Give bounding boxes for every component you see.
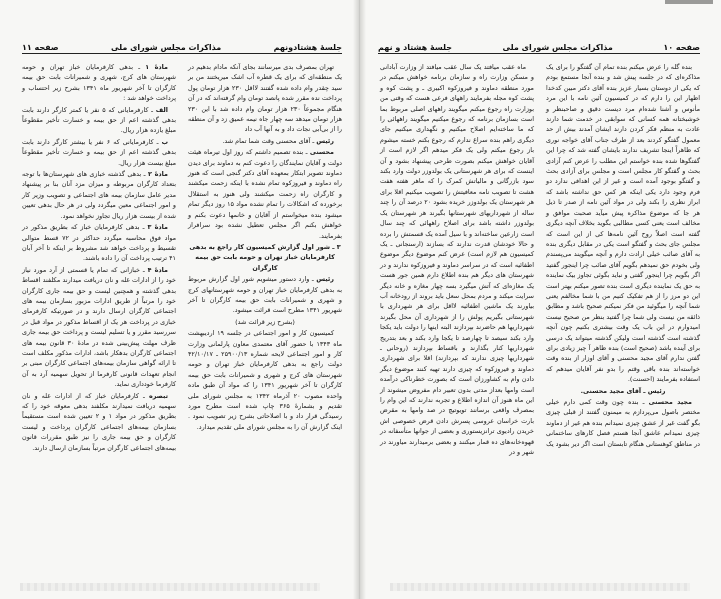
paragraph-text: ـ بدهی کارفرمایان خباز تهران و حومه شهرستان های کرج، شهری و شمیرانات بابت حق بیمه کارگران تا آخر شهریور ماه ۱۳۴۱ بشرح زیر احتساب و پرداخت خواهد شد : xyxy=(22,63,176,103)
paragraph-text: ماه عقب میافتد یک سال عقب میافتد از وزارت آبادانی و مسکن وزارت راه و سازمان برنامه خواهش میکنم در مورد منطقه دماوند و فیروزکوه اکبیری ـ و پشت کوه و پشت کوه مجله بفرمایند راههای فرعی هست که وقتی من بوزارت راه رجوع میکنم میگویند راههای اصلی مربوط بما است بسازمان برنامه که رجوع میکنیم میگویند راههائی را که ما ساخته‌ایم اصلاح میکنیم و نگهداری میکنیم جای دیگری راهم بنده سراغ ندارم که رجوع بکنم خسته میشوم باز رجوع میکنم ولی یک فکر میدهم اگر لازم است از آقایان خواهش میکنم بصورت طرحی پیشنهاد بشود و آن اینست که برای هر شهرستانی یک بولدوزر دولت وارد بکند سود بازرگانی و مالیاتش کمرک را که ماهر هفته هفت هشت تا تصویب نامه معافیتش را تصویب میکنیم اقلا برای هر شهرستان یک بولدوزر خریده بشود ۲۰ درصد آن را چند ساله از شهرداریهای شهرستانها بگیرند هر شهرستان یک بولدوزر داشته باشد برای اصلاح راههائی که چند سال است زارعین ساخته‌اند و با سیل آمده یک قسمتش را برده و حالا خودشان قدرت ندارند که بسازند (ارسنجانی ـ یک کمیسیون هم لازم است) عرض کنم موضوع دیگر موضوع اطفائیه است که در سراسر دماوند و فیروزکوه ندارند و در شهرستان های دیگر هم بنده اطلاع دارم همین جور هست یک مغازه‌ای که آتش میگیرد بسه چهار مغازه و خانه دیگر سرایت میکند و مردم بمحل سعل باید بروند از رودخانه آب بیاورند یک ماشین اطفائیه لااقل برای هر شهرداری با شهرستانی بگیریم پولش را از شهرداری آن محل بگیرند شهرداریها هم حاضرند بپردازند البته اینها را دولت باید یکجا وارد بکند سیصد تا چهارصد تا یکجا وارد بکند و بعد بتدریج شهرداریها کنار بگذارند و باقساط بپردازند (روحانی ـ شهرداریها چیزی ندارند که بپردازند) اقلا برای شهرداری دماوند و فیروزکوه که چیزی دارند تهیه کنند موضوع دیگر دادن وام به کشاورزان است که بصورت خطرناکی درآمده است وامها بعداز مدتی بدون تعبیر دام مفروض میشوند از این ماه هنوز آن اندازه اطلاع و تجربه ندارند که این وام را بمصرف واقعی برسانند تویوتیچ در صد وامها به مقرض بارت خراسان عروسی پسرش دادن قرض خصوصی اش خریدن رادیوی ترانزیستوری و بعضی از جوانها متأسفانه در قهوه‌خانه‌های ده قمار میکنند و بعضی برمیدارند میاورند در شهر و در xyxy=(380,63,534,457)
paragraph-lead: مادهٔ ۲ xyxy=(148,170,168,179)
paragraph xyxy=(546,397,700,449)
journal-title: مذاکرات مجلس شورای ملی xyxy=(111,43,222,52)
page-11 xyxy=(0,0,360,599)
paragraph-lead: محسنی xyxy=(309,148,334,157)
paragraph-text: ـ کارفرمایان خباز که از ادارات غله و نان سهمیه دریافت نمیدارند مکلفند بدهی معوقه خود را که بطریق مذکور در مواد ۱ و ۲ تعیین شده است مستقیماً بسازمان بیمه‌های اجتماعی کارگران پرداخت و لیست کارگران و حق بیمه جاری را نیز طبق مقررات قانون بیمه‌های اجتماعی کارگران مرتباً بسازمان ارسال دارند. xyxy=(22,391,176,452)
paragraph xyxy=(188,147,342,241)
paragraph-text: ـ بنده چون وقت کمی دارم خیلی مختصر باصول می‌پردازم به میمنون گفتند از قبلی چیزی بگو گفت غیر از عشق چیزی نمیدانم بنده هم غیر از دماوند چیزی نمیدانم عاشق آنجا هستم فصل کارهای ساختمانی در مناطق کوهستانی هنگام تابستان است اگر دیر بشود یک xyxy=(546,398,700,448)
paragraph-text: تهران بمصرف بدی میرسانند بجای آنکه مادام بدهیم در یک منطقه‌ای که برای یک قطره آب اشک میریختند من بر سید چقدر وام داده شده گفتند لااقل ۲۳۰ هزار تومان پول پرداخت نده مقرر شده پانصد تومان وام گرفته‌اند که در آن هنگام مجموعاً ۲۳۰ هزار تومان وام داده شد با این ۲۳۰ هزار تومان میدهد سه چهار جاه نیمه عمیق زد و آن منطقه را از بی‌آبی نجات داد و به آنها آب داد xyxy=(188,63,342,134)
paragraph xyxy=(188,274,342,316)
paragraph xyxy=(22,222,176,264)
page-10 xyxy=(360,0,721,599)
gutter-shadow xyxy=(353,0,359,599)
session-label: جلسهٔ هشتادونهم xyxy=(273,43,342,52)
column-left xyxy=(380,62,534,458)
paragraph xyxy=(380,62,534,457)
session-label: جلسهٔ هشتاد و نهم xyxy=(378,43,452,52)
paragraph-lead: رئیس xyxy=(316,136,334,145)
paragraph-lead: رئیس xyxy=(316,275,334,284)
running-head-right-page xyxy=(378,38,700,54)
paragraph xyxy=(22,62,176,104)
paragraph-lead: ب xyxy=(161,137,168,146)
speaker-line: رئیس ـ آقای مجید محسنی. xyxy=(580,386,666,395)
journal-title: مذاکرات مجلس شورای ملی xyxy=(502,43,613,52)
scan-edge-mark xyxy=(665,0,713,4)
paragraph xyxy=(546,62,700,385)
column-left xyxy=(22,62,176,454)
paragraph-text: ـ بنده تصمیم داشتم که روز اول تیرماه هیئت دولت و آقایان نمایندگان را دعوت کنم به دماوند برای دیدن دماوند تصویر ابتکار بمعهده آقای دکتر گنجی است که هنوز راه دماوند و فیروزکوه تمام نشده با اینکه زحمت میکشند و کارگران راه زحمت میکشند ولی هنوز به استقلال برخورده که اشکالات را تمام نشده مواد ۱۵ روز دیگر تمام میشود بنده میخواستم از آقایان و خانمها دعوت بکنم و خواهش بکنم اگر مجلس تعطیل نشده بود سرافراز بفرمایند. xyxy=(188,148,342,240)
paragraph-lead: مجید محسنی xyxy=(648,398,692,406)
paragraph xyxy=(22,137,176,168)
gutter-shadow xyxy=(360,0,366,599)
text-columns xyxy=(378,62,700,458)
column-right xyxy=(188,62,342,454)
paragraph-lead: مادهٔ ۱ xyxy=(145,63,168,71)
paragraph xyxy=(188,136,342,146)
paragraph xyxy=(22,265,176,390)
paragraph-text: ـ بدهی کارفرمایان خباز که بطریق مذکور در مواد فوق محاسبه میگردد حداکثر در ۷۲ قسط متوالی تقسیط و پرداخت خواهد شد مشروط بر اینکه تا آخر آبان ۴۱ ترتیب پرداخت آن را داده باشند. xyxy=(22,223,176,263)
paragraph-lead: مادهٔ ۳ xyxy=(147,223,168,232)
paragraph xyxy=(22,169,176,221)
paragraph xyxy=(22,391,176,453)
scan-noise xyxy=(390,583,690,591)
paragraph-lead: الف xyxy=(155,105,168,114)
paragraph-text: ـ بدهی گذشته خبازی های شهرستان‌ها با توجه بتعداد کارگران مربوطه و میزان مزد آنان بنا بر پیشنهاد مدیر عامل سازمان بیمه های اجتماعی و تصویب وزیر کار و امور اجتماعی معین میگردد ولی در هر حال بدهی تعیین شده از بیست هزار ریال تجاوز نخواهد نمود. xyxy=(22,170,176,220)
paragraph-text: ـ خبازانی که تمام یا قسمتی از آرد مورد نیاز خود را از ادارات غله و نان دریافت میدارند مکلفند اقساط بدهی گذشته و همچنین لیست و حق بیمه جاری کارگران خود را مرتباً از طریق ادارات مزبور بسازمان بیمه های اجتماعی کارگران ارسال دارند و در صورتیکه کارفرمای خبازی در پرداخت هر یک از اقساط مذکور در مواد قبل در سررسید مقرر و یا تسلیم لیست و پرداخت حق بیمه جاری ظرف مهلت پیش‌بینی شده در مادهٔ ۳۰ قانون بیمه های اجتماعی کارگران بدهکار باشد، ادارات مذکور مکلف است تا ارائه گواهی سازمان بیمه‌های اجتماعی کارگران مبنی بر انجام تعهدات قانونی کارفرما از تحویل سهمیه آرد به آن کارفرما خودداری نماید. xyxy=(22,265,176,389)
paragraph-lead: تبصره xyxy=(148,391,168,400)
reading-note: (بشرح زیر قرائت شد) xyxy=(235,317,295,326)
text-columns xyxy=(22,62,342,454)
paragraph-text: کمیسیون کار و امور اجتماعی در جلسه ۱۹ اردیبهشت ماه ۱۳۴۳ با حضور آقای معتمدی معاون پارلمانی وزارت کار و امور اجتماعی لایحه شماره ۲۵۹۰۰/۱۳ ـ ۴۲/۱۰/۱۷ دولت راجع به بدهی کارفرمایان خباز تهران و حومه شهرستان های کرج و شهری و شمیرانات بابت حق بیمه کارگران تا آخر شهریور ۱۳۴۱ را که مواد آن طبق ماده واحده مصوب ۲۰ آذرماه ۱۳۴۲ به مجلس شورای ملی تقدیم و بشمارهٔ ۳۶۵ چاپ شده است مطرح مورد رسیدگی قرار داد و با اصلاحاتی بشرح زیر تصویب نمود . اینک گزارش آن را به مجلس شورای ملی تقدیم میدارد. xyxy=(188,329,342,431)
paragraph-lead: مادهٔ ۴ xyxy=(147,265,168,274)
paragraph xyxy=(22,105,176,136)
paragraph-text: ـ کارفرمایانی که ۶ نفر یا بیشتر کارگر دارند بابت بدهی گذشته اعم از حق بیمه و خسارت تأخیر مقطوعاً مبلغ بیست هزار ریال. xyxy=(22,137,176,167)
column-right xyxy=(546,62,700,458)
paragraph xyxy=(188,62,342,135)
scan-noise xyxy=(20,583,320,591)
page-number: صفحه ۱۰ xyxy=(663,43,700,52)
paragraph-text: ـ وارد دستور میشویم شور اول گزارش مربوط به بدهی کارفرمایان خباز تهران و حومه شهرستانهای کرج و شهری و شمیرانات بابت حق بیمه کارگران تا آخر شهریور ۱۳۴۱ مطرح است قرائت میشود. xyxy=(188,275,342,315)
running-head-left-page xyxy=(22,38,342,54)
page-number: صفحه ۱۱ xyxy=(22,43,59,52)
paragraph-text: بنده گله را عرض میکنم بنده تمام آن گفتگو را برای یک مذاکره‌ای که در جلسه پیش شد و بنده آنجا مستمع بودم که یکی از دوستان بسیار عزیز بنده آقای دکتر مبین کدخدا اظهار این را دارم که در کمیسیون آئین نامه با این مرد مأنوس و آشنا شده‌ام مرد دیست دقیق و صاحبنظر و خوشبختانه همه کسانی که سوابقی در خدمت شما دارند عادت به منظم فکر کردن دارند ایشان آمدند بیش از حد معمول گفتگو کردند بعد از طرف جناب آقای خواجه نوری که ظاهراً اینجا تشریف ندارند بایشان گفته شد که چرا این گفتگوها شده بنده خواستم این مطلب را عرض کنم آزادی بحث و گفتگو کار مجلس است و مجلس برای آزادی بحث و گفتگو بوجود آمده است و غیر از این اهدافی ندارد دو فرم وجود دارد یکی اینکه هر کس حق نداشته باشد که ابراز نظری را بکند ولی در مواد آئین نامه از صدر تا ذیل هر جا که موضوع مذاکره پیش میآید صحبت موافق و مخالف است یعنی کسی مطالبی بگوید بخلاف آنچه دیگری گفته است اصلاً روح آئین نامه‌ها کی از این است که مجلس جای بحث و گفتگو است یکی در مقابل دیگری بنده به آقای صائب خیلی ارادت دارم و آنچه میگویند می‌پسندم ولی بخودم حق نمیدهم بگویم آقای صائب چرا اینجور گفتید اگر بگویم چرا اینجور گفتی و نباید بگوئی تجاوز بیک نماینده به حق یک نماینده دیگری است بنده تصور میکنم بهتر است این دو مرز را از هم تفکیک کنیم من با شما مخالفم یعنی شما آنچه را میگوئید من فکر نمیکنم صحیح باشد و مطابق ذائقه من نیست ولی شما چرا گفتید بنظر من صحیح نیست امیدوارم در این باب یک وقت بیشتری بکنیم چون آنچه گذشته است گذشته است ولیکن گذشته میتواند یک درسی برای آینده باشد (صحیح است) بنده ظاهر آ چیز زیادی برای گفتن ندارم آقای مجید محسنی و آقای اوزار از بنده وقت خواسته‌اند بنده باقی وقتم را بدو نفر آقایان میدهم که استفاده بفرمایند (احسنت). xyxy=(546,63,700,384)
paragraph xyxy=(188,328,342,432)
paragraph-text: ـ کارفرمایانی که ۵ نفر یا کمتر کارگر دارند بابت بدهی گذشته اعم از حق بیمه و خسارت تأخیر مقطوعاً مبلغ یازده هزار ریال. xyxy=(22,105,176,135)
section-heading: ۳ ـ شور اول گزارش کمیسیون کار راجع به بدهی کارفرمایان خباز تهران و حومه بابت حق بیمه کارگران xyxy=(189,242,341,272)
paragraph-text: ـ آقای محسنی وقت شما تمام شد. xyxy=(222,136,317,145)
